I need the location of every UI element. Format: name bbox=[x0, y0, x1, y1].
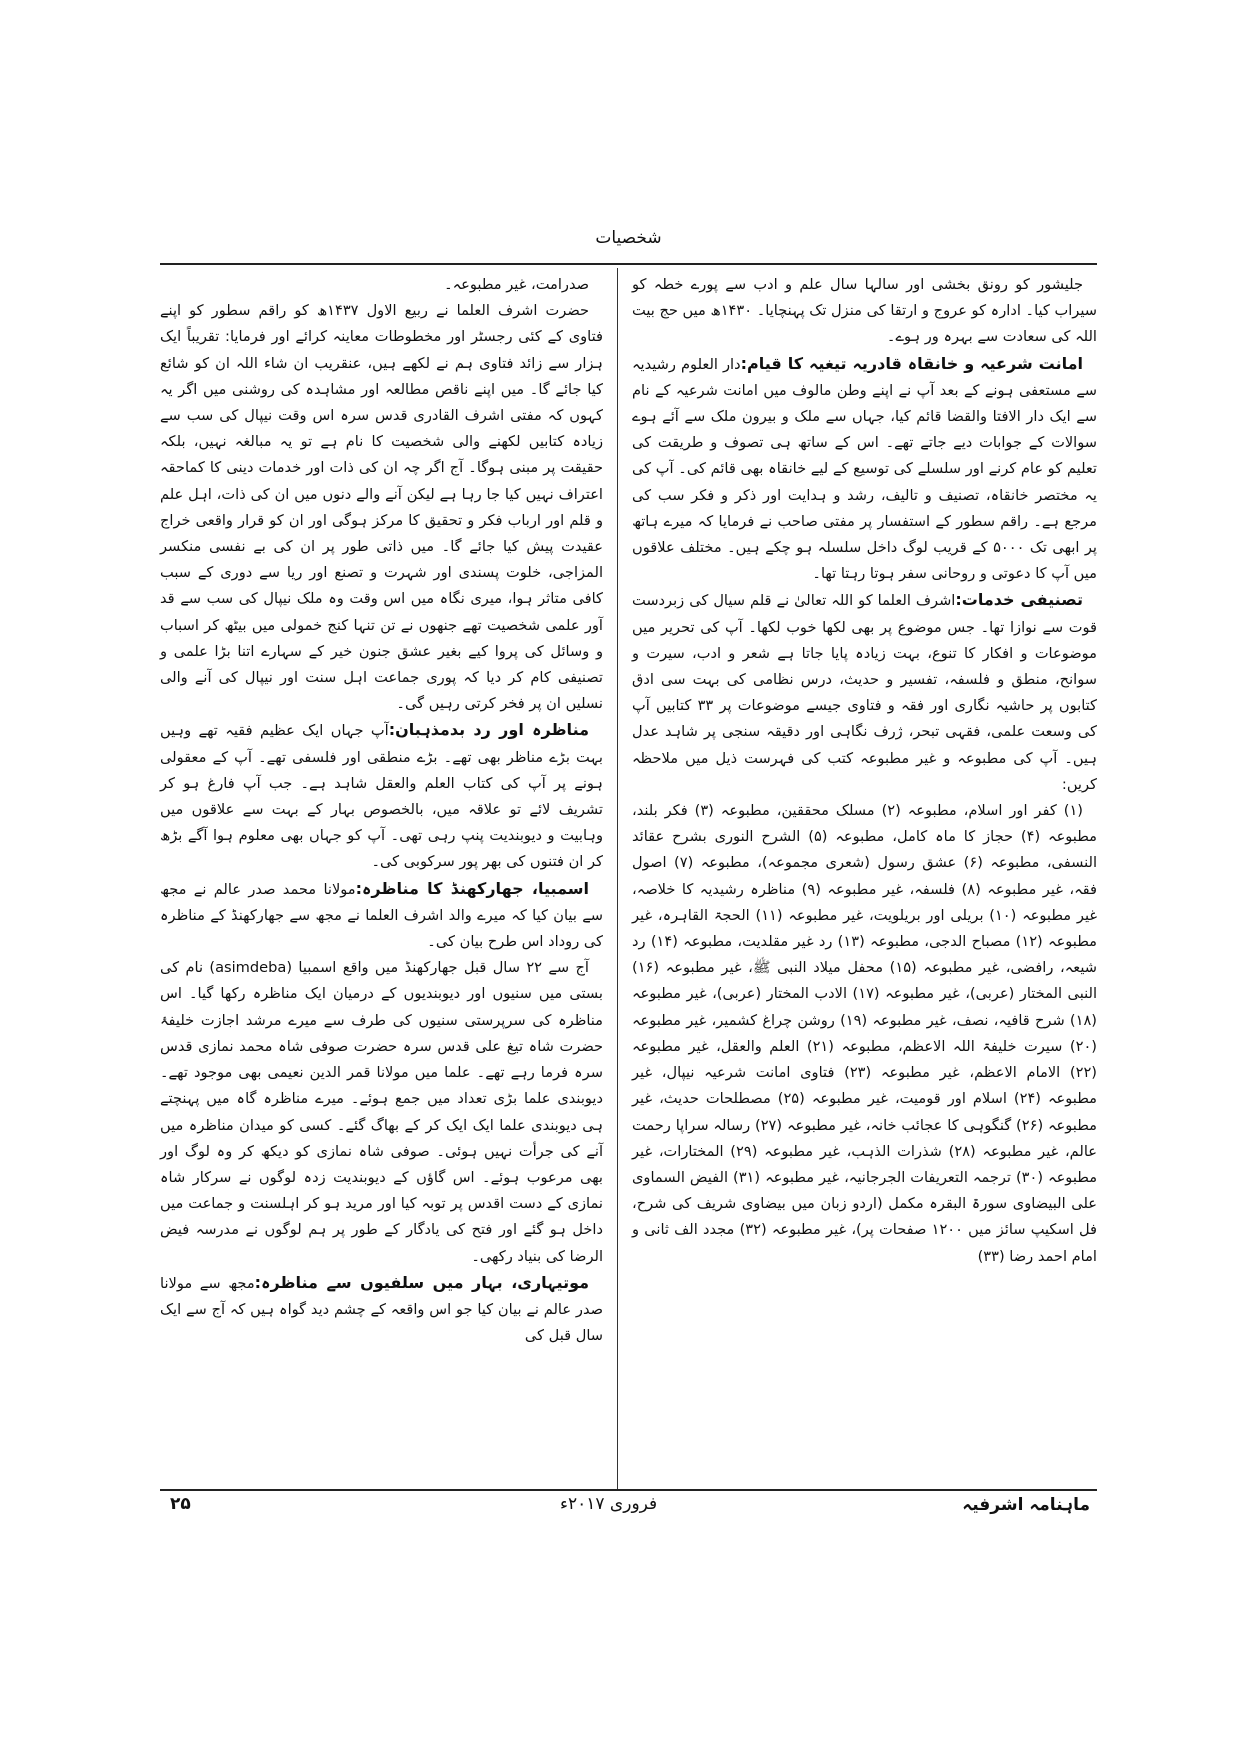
paragraph bbox=[160, 1270, 603, 1350]
paragraph bbox=[160, 272, 603, 298]
header-rule bbox=[160, 263, 1097, 265]
section-heading: اسمبیا، جھارکھنڈ کا مناظرہ: bbox=[355, 878, 590, 898]
paragraph-text: حضرت اشرف العلما نے ربیع الاول ۱۴۳۷ھ کو راقم سطور کو اپنے فتاوی کے کئی رجسٹر اور مخطوطات معاینہ کرائے اور فرمایا: تقریباً ایک ہزار سے زائد فتاوی ہم نے لکھے ہیں، عنقریب ان شاء اللہ ان کو شائع کیا جائے گا۔ میں اپنے ناقص مطالعہ اور مشاہدہ کی روشنی میں اگر یہ کہوں کہ مفتی اشرف القادری قدس سرہ اس وقت نیپال کی سب سے زیادہ کتابیں لکھنے والی شخصیت کا نام ہے تو یہ مبالغہ نہیں، بلکہ حقیقت پر مبنی ہوگا۔ آج اگر چہ ان کی ذات اور خدمات دینی کا کماحقہ اعتراف نہیں کیا جا رہا ہے لیکن آنے والے دنوں میں ان کی ذات، اہل علم و قلم اور ارباب فکر و تحقیق کا مرکز ہوگی اور ان کو قرار واقعی خراج عقیدت پیش کیا جائے گا۔ میں ذاتی طور پر ان کی بے نفسی منکسر المزاجی، خلوت پسندی اور شہرت و تصنع اور ریا سے دوری کے سبب کافی متاثر ہوا، میری نگاہ میں اس وقت وہ ملک نیپال کی سب سے قد آور علمی شخصیت تھے جنھوں نے تن تنہا کنج خمولی میں بیٹھ کر اسباب و وسائل کی پروا کیے بغیر عشق جنون خیر کے سہارے اتنا بڑا علمی و تصنیفی کام کر دیا کہ پوری جماعت اہل سنت اور نیپال کی آنے والی نسلیں ان پر فخر کرتی رہیں گی۔ bbox=[160, 302, 603, 713]
paragraph bbox=[632, 798, 1097, 1270]
paragraph-text: آج سے ۲۲ سال قبل جھارکھنڈ میں واقع اسمبیا (asimdeba) نام کی بستی میں سنیوں اور دیوبندیوں کے درمیان ایک مناظرہ رکھا گیا۔ اس مناظرہ کی سرپرستی سنیوں کی طرف سے میرے مرشد اجازت خلیفۂ حضرت شاہ تیغ علی قدس سرہ حضرت صوفی شاہ محمد نمازی قدس سرہ فرما رہے تھے۔ علما میں مولانا قمر الدین نعیمی بھی موجود تھے۔ دیوبندی علما بڑی تعداد میں جمع ہوئے۔ میرے مناظرہ گاہ میں پہنچتے ہی دیوبندی علما ایک ایک کر کے بھاگ گئے۔ کسی کو میدان مناظرہ میں آنے کی جرأت نہیں ہوئی۔ صوفی شاہ نمازی کو دیکھ کر وہ لوگ اور بھی مرعوب ہوئے۔ اس گاؤں کے دیوبندیت زدہ لوگوں نے سرکار شاہ نمازی کے دست اقدس پر توبہ کیا اور مرید ہو کر اہلسنت و جماعت میں داخل ہو گئے اور فتح کی یادگار کے طور پر ہم لوگوں نے مدرسہ فیض الرضا کی بنیاد رکھی۔ bbox=[160, 959, 603, 1265]
paragraph-text: (۱) کفر اور اسلام، مطبوعہ (۲) مسلک محققین، مطبوعہ (۳) فکر بلند، مطبوعہ (۴) حجاز کا ماہ کامل، مطبوعہ (۵) الشرح النوری بشرح عقائد النسفی، مطبوعہ (۶) عشق رسول (شعری مجموعہ)، مطبوعہ (۷) اصول فقہ، غیر مطبوعہ (۸) فلسفہ، غیر مطبوعہ (۹) مناظرہ رشیدیہ کا خلاصہ، غیر مطبوعہ (۱۰) بریلی اور بریلویت، غیر مطبوعہ (۱۱) الحجۃ القاہرہ، غیر مطبوعہ (۱۲) مصباح الدجی، مطبوعہ (۱۳) رد غیر مقلدیت، مطبوعہ (۱۴) رد شیعہ، رافضی، غیر مطبوعہ (۱۵) محفل میلاد النبی ﷺ، غیر مطبوعہ (۱۶) النبی المختار (عربی)، غیر مطبوعہ (۱۷) الادب المختار (عربی)، غیر مطبوعہ (۱۸) شرح قافیہ، نصف، غیر مطبوعہ (۱۹) روشن چراغ کشمیر، غیر مطبوعہ (۲۰) سیرت خلیفۃ اللہ الاعظم، مطبوعہ (۲۱) العلم والعقل، غیر مطبوعہ (۲۲) الامام الاعظم، غیر مطبوعہ (۲۳) فتاوی امانت شرعیہ نیپال، غیر مطبوعہ (۲۴) اسلام اور قومیت، غیر مطبوعہ (۲۵) مصطلحات حدیث، غیر مطبوعہ (۲۶) گنگوہی کا عجائب خانہ، غیر مطبوعہ (۲۷) رسالہ سراپا رحمت عالم، غیر مطبوعہ (۲۸) شذرات الذہب، غیر مطبوعہ (۲۹) المختارات، غیر مطبوعہ (۳۰) ترجمہ التعریفات الجرجانیہ، غیر مطبوعہ (۳۱) الفیض السماوی علی البیضاوی سورۃ البقرہ مکمل (اردو زبان میں بیضاوی شریف کی شرح، فل اسکیپ سائز میں ۱۲۰۰ صفحات پر)، غیر مطبوعہ (۳۲) مجدد الف ثانی و امام احمد رضا (۳۳) bbox=[632, 802, 1098, 1265]
section-heading: تصنیفی خدمات: bbox=[955, 590, 1083, 610]
paragraph-text: مولانا محمد صدر عالم نے مجھ سے بیان کیا کہ میرے والد اشرف العلما نے مجھ سے جھارکھنڈ کے مناظرہ کی روداد اس طرح بیان کی۔ bbox=[160, 880, 603, 951]
paragraph-text: اشرف العلما کو اللہ تعالیٰ نے قلم سیال کی زبردست قوت سے نوازا تھا۔ جس موضوع پر بھی لکھا خوب لکھا۔ آپ کی تحریر میں موضوعات و افکار کا تنوع، بہت زیادہ پایا جاتا ہے شعر و ادب، سیرت و سوانح، منطق و فلسفہ، تفسیر و حدیث، درس نظامی کی بہت سی ادق کتابوں پر حاشیہ نگاری اور فقہ و فتاوی جیسے موضوعات پر ۳۳ کتابیں آپ کی وسعت علمی، فقہی تبحر، ژرف نگاہی اور دقیقہ سنجی پر شاہد عدل ہیں۔ آپ کی مطبوعہ و غیر مطبوعہ کتب کی فہرست ذیل میں ملاحظہ کریں: bbox=[632, 592, 1097, 793]
left-column bbox=[160, 272, 603, 1349]
issue-date: فروری ۲۰۱۷ء bbox=[560, 1494, 658, 1514]
paragraph bbox=[632, 351, 1097, 588]
section-heading: موتیہاری، بہار میں سلفیوں سے مناظرہ: bbox=[254, 1272, 590, 1292]
page-number: ۲۵ bbox=[170, 1494, 191, 1514]
paragraph bbox=[632, 587, 1097, 798]
paragraph bbox=[632, 272, 1097, 351]
paragraph bbox=[160, 298, 603, 717]
footer-rule bbox=[160, 1489, 1097, 1491]
paragraph-text: مجھ سے مولانا صدر عالم نے بیان کیا جو اس واقعہ کے چشم دید گواہ ہیں کہ آج سے ایک سال قبل کی bbox=[160, 1274, 603, 1345]
paragraph-text: صدرامت، غیر مطبوعہ۔ bbox=[444, 276, 589, 293]
paragraph-text: آپ جہاں ایک عظیم فقیہ تھے وہیں بہت بڑے مناظر بھی تھے۔ بڑے منطقی اور فلسفی تھے۔ آپ کے معقولی ہونے پر آپ کی کتاب العلم والعقل شاہد ہے۔ جب آپ فارغ ہو کر تشریف لائے تو علاقہ میں، بالخصوص بہار کے بہت سے علاقوں میں وہابیت و دیوبندیت پنپ رہی تھی۔ آپ کو جہاں بھی معلوم ہوا آگے بڑھ کر ان فتنوں کی بھر پور سرکوبی کی۔ bbox=[160, 722, 603, 871]
paragraph bbox=[160, 717, 603, 875]
paragraph bbox=[160, 955, 603, 1269]
paragraph-text: جلیشور کو رونق بخشی اور سالہا سال علم و ادب سے پورے خطہ کو سیراب کیا۔ ادارہ کو عروج و ارتقا کی منزل تک پہنچایا۔ ۱۴۳۰ھ میں حج بیت اللہ کی سعادت سے بہرہ ور ہوے۔ bbox=[632, 276, 1097, 346]
paragraph bbox=[160, 876, 603, 956]
right-column bbox=[632, 272, 1097, 1270]
paragraph-text: دار العلوم رشیدیہ سے مستعفی ہونے کے بعد آپ نے اپنے وطن مالوف میں امانت شرعیہ کے نام سے ایک دار الافتا والقضا قائم کیا، جہاں سے ملک و بیرون ملک سے آئے ہوے سوالات کے جوابات دیے جاتے تھے۔ اس کے ساتھ ہی تصوف و طریقت کی تعلیم کو عام کرنے اور سلسلے کی توسیع کے لیے خانقاہ بھی قائم کی۔ آپ کی یہ مختصر خانقاہ، تصنیف و تالیف، رشد و ہدایت اور ذکر و فکر سب کی مرجع ہے۔ راقم سطور کے استفسار پر مفتی صاحب نے فرمایا کہ میرے ہاتھ پر ابھی تک ۵۰۰۰ کے قریب لوگ داخل سلسلہ ہو چکے ہیں۔ مختلف علاقوں میں آپ کا دعوتی و روحانی سفر ہوتا رہتا تھا۔ bbox=[632, 355, 1097, 583]
section-heading: مناظرہ اور رد بدمذہبان: bbox=[388, 720, 590, 740]
column-divider bbox=[617, 268, 618, 1490]
section-title: شخصیات bbox=[595, 228, 662, 248]
section-heading: امانت شرعیہ و خانقاہ قادریہ تیغیہ کا قیام: bbox=[740, 353, 1084, 373]
magazine-name: ماہنامہ اشرفیہ bbox=[962, 1495, 1090, 1515]
